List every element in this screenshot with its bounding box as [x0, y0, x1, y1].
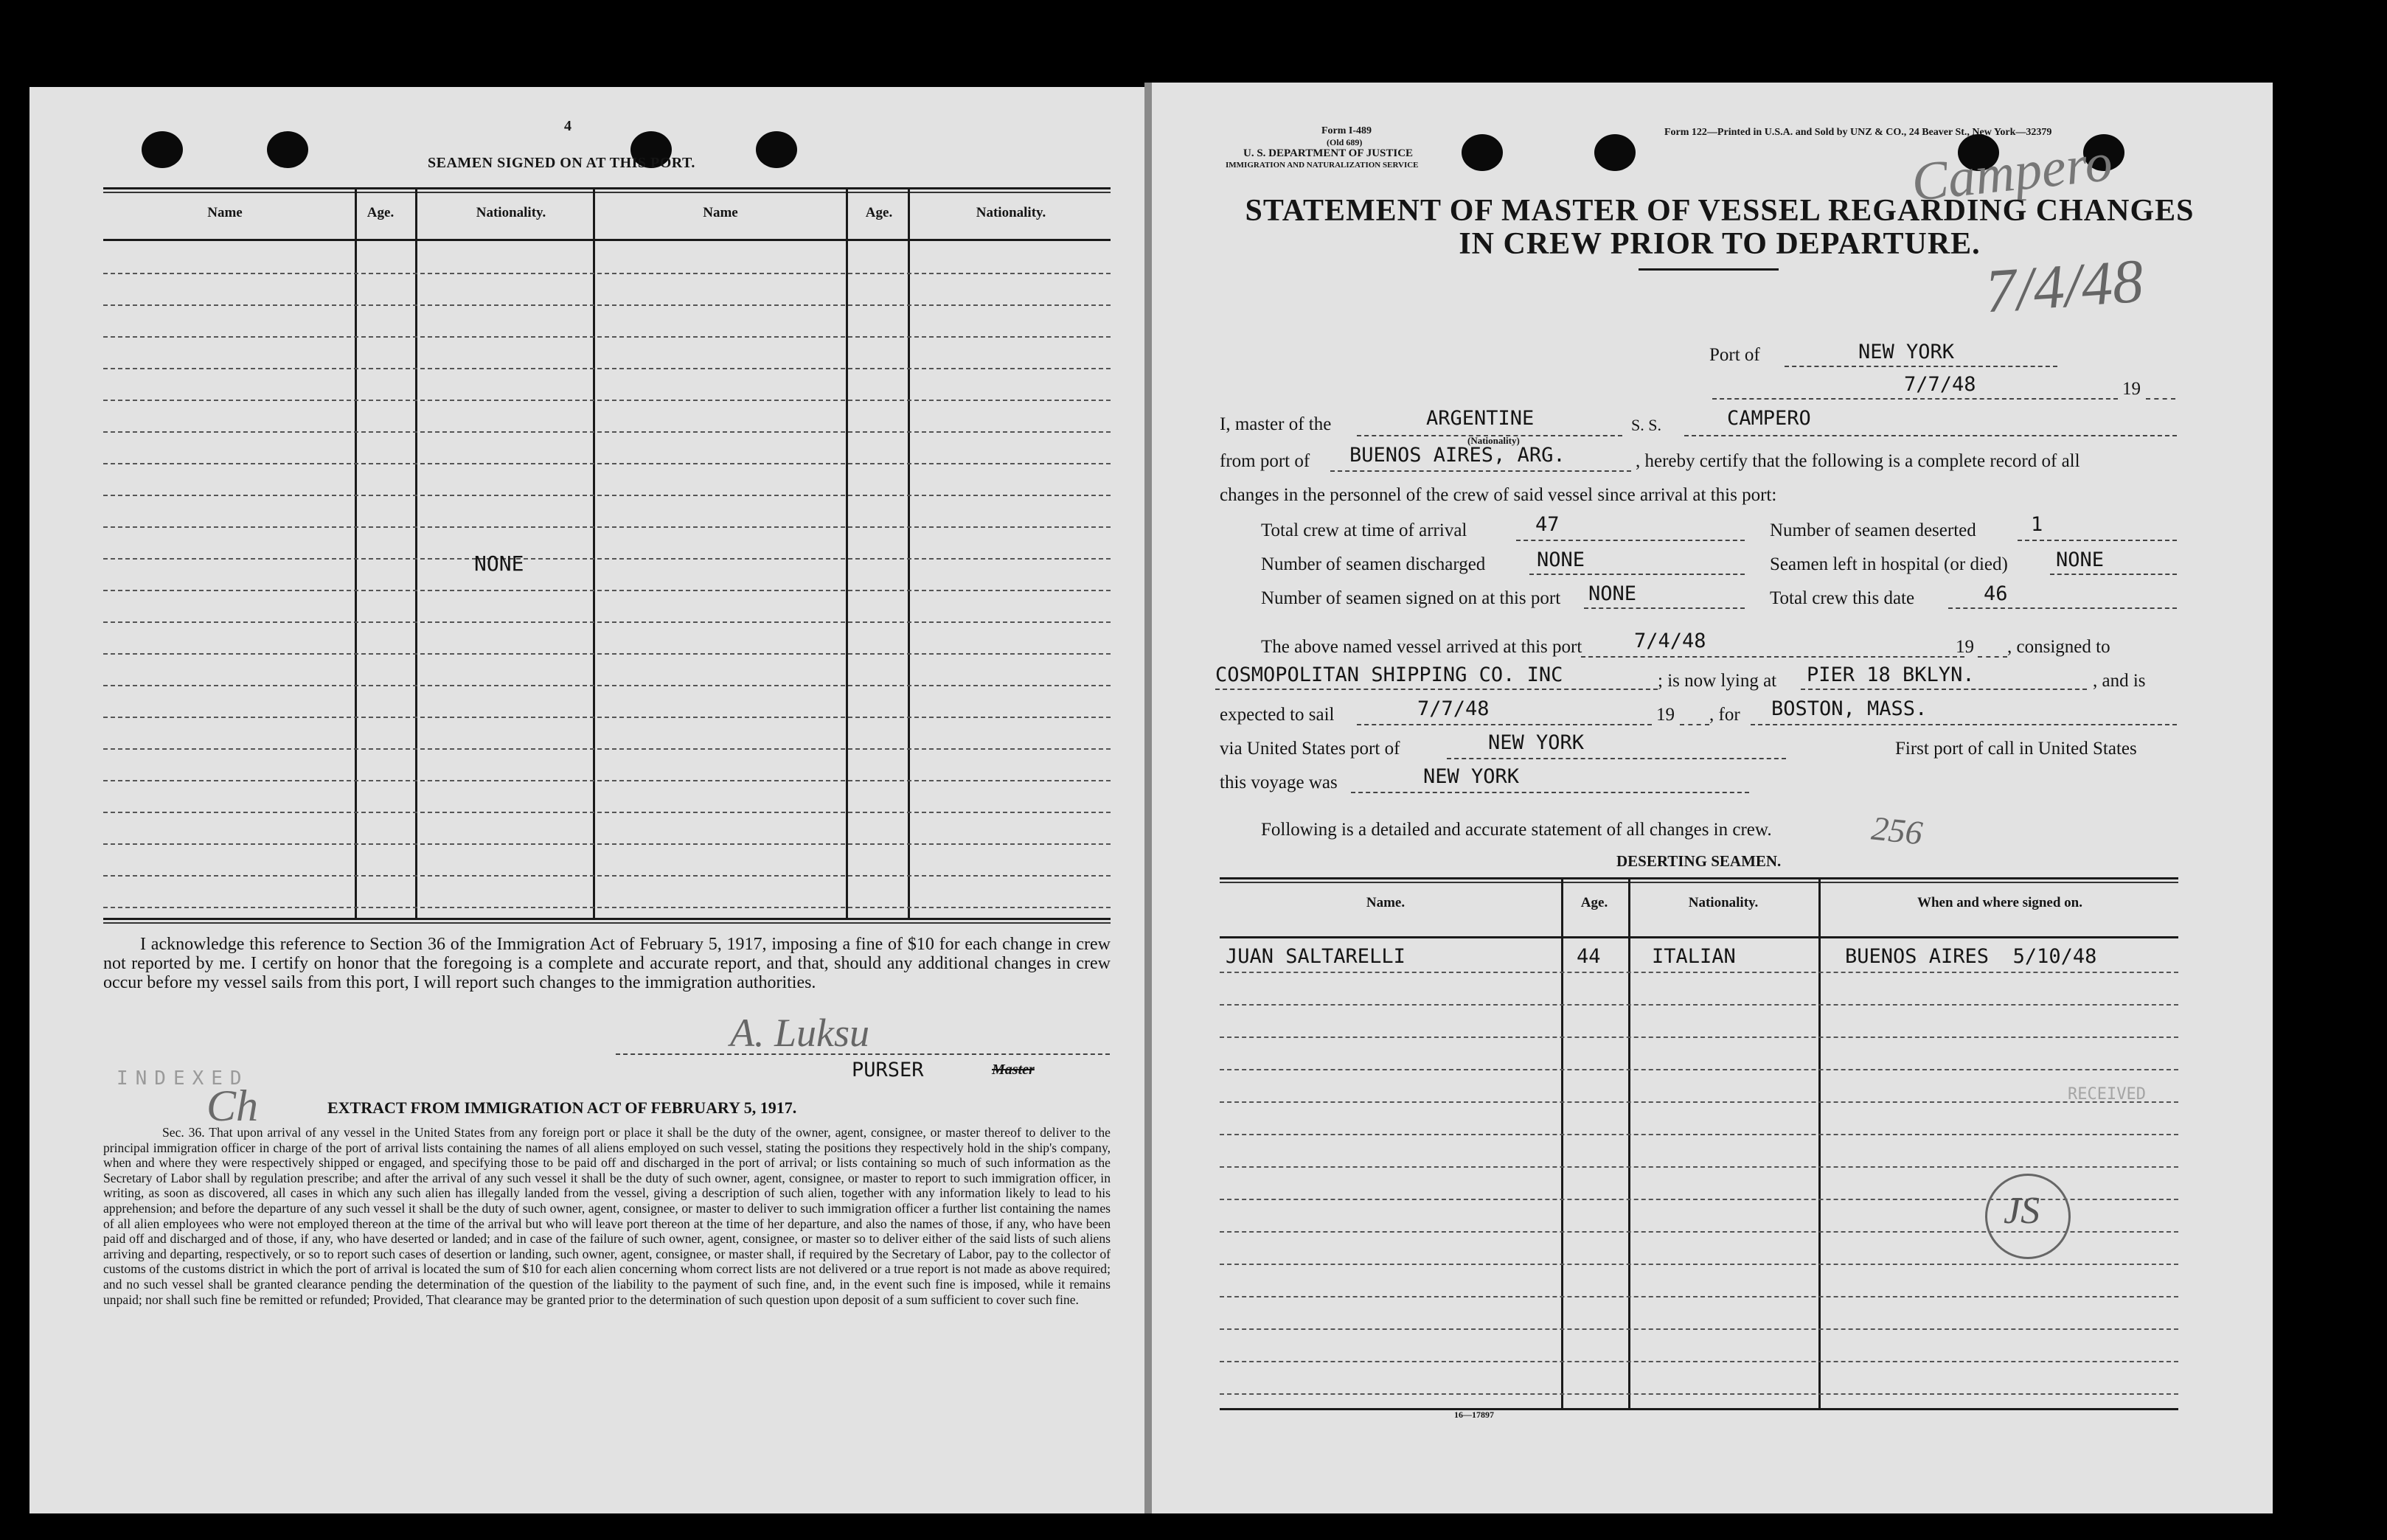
certify-text: , hereby certify that the following is a complete record of all — [1636, 451, 2080, 471]
deserting-col-nationality: Nationality. — [1688, 895, 1759, 910]
table-row-rule — [1220, 1134, 2178, 1135]
lying-value: PIER 18 BKLYN. — [1807, 663, 1975, 686]
following-text: Following is a detailed and accurate statement of all changes in crew. — [1261, 820, 1772, 840]
master-label: I, master of the — [1220, 414, 1332, 434]
voyage-label: this voyage was — [1220, 773, 1338, 792]
year-prefix: 19 — [2122, 379, 2141, 399]
table-row-rule — [1220, 972, 2178, 973]
port-label: Port of — [1709, 345, 1760, 365]
handwritten-date: 7/4/48 — [1983, 246, 2146, 327]
hospital-value: NONE — [2056, 548, 2105, 571]
punch-hole — [267, 131, 308, 168]
deserting-col-signed-on: When and where signed on. — [1917, 895, 2082, 910]
consignee-value: COSMOPOLITAN SHIPPING CO. INC — [1215, 663, 1563, 686]
table-row-rule — [1220, 1361, 2178, 1362]
title-line1: STATEMENT OF MASTER OF VESSEL REGARDING CHANGES — [1245, 194, 2195, 228]
extract-title: EXTRACT FROM IMMIGRATION ACT OF FEBRUARY 5, 1917. — [327, 1098, 797, 1117]
form-number: Form I-489 — [1321, 125, 1372, 136]
table-row-rule — [103, 812, 1111, 813]
initials: Ch — [206, 1081, 259, 1130]
col-name: Name — [703, 205, 738, 220]
ss-label: S. S. — [1631, 416, 1661, 434]
indexed-stamp: INDEXED — [117, 1067, 249, 1090]
form-old-number: (Old 689) — [1327, 137, 1363, 147]
table-row-rule — [103, 526, 1111, 528]
from-port-label: from port of — [1220, 451, 1310, 471]
first-call-label: First port of call in United States — [1895, 739, 2137, 759]
voyage-value: NEW YORK — [1423, 765, 1520, 788]
changes-text: changes in the personnel of the crew of said vessel since arrival at this port: — [1220, 485, 1777, 505]
table-row-rule — [103, 495, 1111, 496]
table-row-rule — [103, 558, 1111, 560]
date-value: 7/7/48 — [1904, 373, 1976, 396]
table-row-rule — [103, 431, 1111, 433]
col-nationality: Nationality. — [476, 205, 546, 220]
signed-on-value: NONE — [1588, 582, 1637, 605]
discharged-value: NONE — [1537, 548, 1585, 571]
table-row-rule — [103, 273, 1111, 274]
table-row-rule — [103, 653, 1111, 655]
handwritten-number: 256 — [1869, 809, 1925, 852]
total-arrival-value: 47 — [1535, 513, 1560, 536]
for-label: , for — [1709, 705, 1740, 725]
table-row-rule — [1220, 1166, 2178, 1168]
none-entry: NONE — [474, 551, 524, 576]
total-arrival-label: Total crew at time of arrival — [1261, 520, 1467, 540]
table-row-rule — [103, 875, 1111, 877]
table-row-rule — [103, 304, 1111, 306]
faint-received-stamp: RECEIVED — [2068, 1085, 2146, 1104]
initials-circle-stamp: JS — [1985, 1174, 2071, 1259]
sail-year-prefix: 19 — [1656, 705, 1675, 725]
via-value: NEW YORK — [1488, 731, 1585, 754]
page-number: 4 — [564, 118, 571, 134]
acknowledgement-text: I acknowledge this reference to Section 36 of the Immigration Act of February 5, 1917, imposing a fine of $10 for each change in crew not reported by me. I certify on honor that the foregoing is a complete and accurate report, and that, should any additional changes in crew occur before my vessel sails from this port, I will report such changes to the immigration authorities. — [103, 935, 1111, 992]
col-name: Name — [207, 205, 243, 220]
table-row-rule — [103, 463, 1111, 464]
sail-label: expected to sail — [1220, 705, 1335, 725]
department: U. S. DEPARTMENT OF JUSTICE — [1243, 147, 1414, 159]
from-port-value: BUENOS AIRES, ARG. — [1349, 444, 1566, 467]
table-row-rule — [103, 907, 1111, 908]
table-row-rule — [103, 590, 1111, 591]
nationality-caption: (Nationality) — [1467, 435, 1520, 446]
table-row-rule — [1220, 1328, 2178, 1330]
arrived-label: The above named vessel arrived at this port — [1261, 637, 1582, 657]
seaman-nationality: ITALIAN — [1652, 945, 1736, 968]
left-page — [29, 87, 1144, 1513]
punch-hole — [1594, 134, 1636, 171]
table-row-rule — [103, 336, 1111, 338]
deserting-title: DESERTING SEAMEN. — [1616, 852, 1782, 870]
table-row-rule — [103, 400, 1111, 401]
port-value: NEW YORK — [1858, 341, 1955, 363]
table-row-rule — [1220, 1036, 2178, 1038]
punch-hole — [1462, 134, 1503, 171]
table-row-rule — [103, 780, 1111, 781]
table-row-rule — [1220, 1296, 2178, 1297]
punch-hole — [142, 131, 183, 168]
signed-on-label: Number of seamen signed on at this port — [1261, 588, 1561, 608]
signature-struck-title: Master — [992, 1062, 1035, 1078]
col-nationality: Nationality. — [976, 205, 1046, 220]
seaman-signed-on: BUENOS AIRES 5/10/48 — [1845, 945, 2097, 968]
discharged-label: Number of seamen discharged — [1261, 554, 1486, 574]
lying-label: ; is now lying at — [1658, 671, 1777, 691]
punch-hole — [756, 131, 797, 168]
table-row-rule — [103, 843, 1111, 845]
printer-line: Form 122—Printed in U.S.A. and Sold by UNZ & CO., 24 Beaver St., New York—32379 — [1664, 127, 2052, 138]
and-is-label: , and is — [2093, 671, 2146, 691]
table-row-rule — [1220, 1101, 2178, 1103]
col-age: Age. — [865, 205, 893, 220]
table-row-rule — [103, 368, 1111, 369]
signature-title: PURSER — [852, 1059, 924, 1081]
handwritten-vessel: Campero — [1908, 131, 2116, 214]
for-value: BOSTON, MASS. — [1771, 697, 1928, 720]
via-label: via United States port of — [1220, 739, 1400, 759]
col-age: Age. — [366, 205, 395, 220]
consigned-label: , consigned to — [2007, 637, 2110, 657]
deserting-col-name: Name. — [1366, 895, 1406, 910]
seaman-age: 44 — [1577, 945, 1601, 968]
table-row-rule — [103, 717, 1111, 718]
service: IMMIGRATION AND NATURALIZATION SERVICE — [1226, 161, 1419, 170]
table-row-rule — [1220, 1393, 2178, 1395]
total-date-label: Total crew this date — [1770, 588, 1915, 608]
deserted-label: Number of seamen deserted — [1770, 520, 1976, 540]
sail-value: 7/7/48 — [1417, 697, 1490, 720]
vessel-value: CAMPERO — [1727, 407, 1811, 430]
title-line2: IN CREW PRIOR TO DEPARTURE. — [1459, 227, 1981, 261]
seaman-name: JUAN SALTARELLI — [1226, 945, 1406, 968]
signature: A. Luksu — [730, 1011, 869, 1055]
arrived-year-prefix: 19 — [1956, 637, 1974, 657]
page-spine — [1144, 83, 1152, 1513]
table-row-rule — [103, 748, 1111, 750]
extract-text: Sec. 36. That upon arrival of any vessel in the United States from any foreign port or place it shall be the duty of the owner, agent, consignee, or master thereof to deliver to the principal immigration officer in charge of the port of arrival lists containing the names of all aliens employed on such vessel, stating the positions they respectively hold in the ship's company, when and where they were respectively shipped or engaged, and specifying those to be paid off and discharged in the port of arrival; or lists containing so much of such information as the Secretary of Labor shall by regulation prescribe; and after the arrival of any such vessel it shall be the duty of such owner, agent, consignee, or master to report to such immigration officer, in writing, as soon as discovered, all cases in which any such alien has illegally landed from the vessel, giving a description of such alien, together with any information likely to lead to his apprehension; and before the departure of any such vessel it shall be the duty of such owner, agent, consignee, or master to deliver to such immigration officer a further list containing the names of all alien employees who were not employed thereon at the time of the arrival but who will leave port thereon at the time of her departure, and also the names of those, if any, who have been paid off and discharged and of those, if any, who have deserted or landed; and in case of the failure of such owner, agent, consignee, or master so to deliver either of the said lists of such aliens arriving and departing, respectively, or so to report such cases of desertion or landing, such owner, agent, consignee, or master shall, if required by the Secretary of Labor, pay to the collector of customs of the customs district in which the port of arrival is located the sum of $10 for each alien concerning whom correct lists are not delivered or a true report is not made as above required; and no such vessel shall be granted clearance pending the determination of the question of the liability to the payment of such fine, and, in the event such fine is imposed, while it remains unpaid; nor shall such fine be remitted or refunded; Provided, That clearance may be granted prior to the determination of such question upon deposit of a sum sufficient to cover such fine. — [103, 1125, 1111, 1307]
arrived-value: 7/4/48 — [1634, 630, 1706, 652]
table-row-rule — [1220, 1004, 2178, 1006]
table-row-rule — [1220, 1264, 2178, 1265]
table-row-rule — [1220, 1069, 2178, 1070]
deserting-col-age: Age. — [1580, 895, 1608, 910]
table-row-rule — [103, 685, 1111, 686]
hospital-label: Seamen left in hospital (or died) — [1770, 554, 2008, 574]
section-title: SEAMEN SIGNED ON AT THIS PORT. — [428, 155, 695, 171]
deserted-value: 1 — [2031, 513, 2043, 536]
table-row-rule — [103, 621, 1111, 623]
right-page — [1152, 83, 2273, 1513]
total-date-value: 46 — [1984, 582, 2008, 605]
nationality-value: ARGENTINE — [1426, 407, 1535, 430]
form-code: 16—17897 — [1454, 1410, 1494, 1420]
